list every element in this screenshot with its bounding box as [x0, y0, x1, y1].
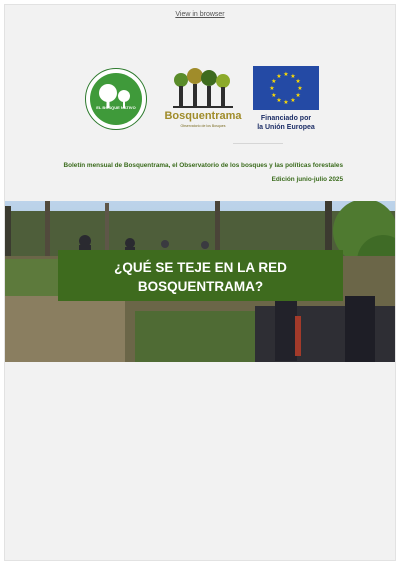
eu-star-icon: ★: [269, 85, 275, 92]
newsletter-page: [4, 4, 396, 561]
eu-funding-logo[interactable]: [253, 66, 319, 136]
tree-icon: [90, 73, 142, 125]
bosquentrama-subtitle: Observatorio de los Bosques: [180, 124, 226, 128]
eu-text-line1: Financiado por: [260, 115, 312, 122]
bosquentrama-logo[interactable]: [163, 66, 243, 132]
bosquentrama-wordmark: Bosquentrama: [164, 110, 242, 122]
eu-star-icon: ★: [290, 72, 296, 80]
divider: [233, 143, 283, 144]
eu-star-icon: ★: [295, 92, 301, 99]
eu-funding-text: [253, 114, 319, 132]
eu-text-line2: la Unión Europea: [257, 124, 315, 131]
logo-green-circle: [90, 73, 142, 125]
view-in-browser-link[interactable]: View in browser: [175, 11, 225, 18]
hero-title-line1: ¿QUÉ SE TEJE EN LA RED: [114, 260, 287, 275]
eu-star-icon: ★: [276, 72, 282, 80]
eu-star-icon: ★: [271, 78, 277, 85]
eu-flag-icon: [253, 66, 319, 110]
eu-star-icon: ★: [283, 99, 289, 106]
bulletin-subtitle: Boletín mensual de Bosquentrama, el Observatorio de los bosques y las políticas forestales: [63, 162, 343, 169]
eu-star-icon: ★: [283, 71, 289, 78]
hero-title: [58, 258, 343, 296]
el-bosque-nativo-logo[interactable]: [85, 68, 147, 130]
edition-label: Edición junio-julio 2025: [271, 176, 343, 183]
hero-image[interactable]: [5, 201, 395, 362]
eu-star-icon: ★: [297, 85, 303, 92]
hero-title-line2: BOSQUENTRAMA?: [137, 279, 264, 294]
logo-ring-text: EL BOSQUE NATIVO: [96, 105, 136, 110]
eu-star-icon: ★: [276, 97, 282, 105]
eu-star-icon: ★: [271, 92, 277, 99]
hero-banner: [58, 250, 343, 301]
eu-star-icon: ★: [295, 78, 301, 85]
eu-star-icon: ★: [290, 97, 296, 105]
partner-logos: [5, 60, 395, 135]
trees-people-icon: [163, 66, 243, 110]
